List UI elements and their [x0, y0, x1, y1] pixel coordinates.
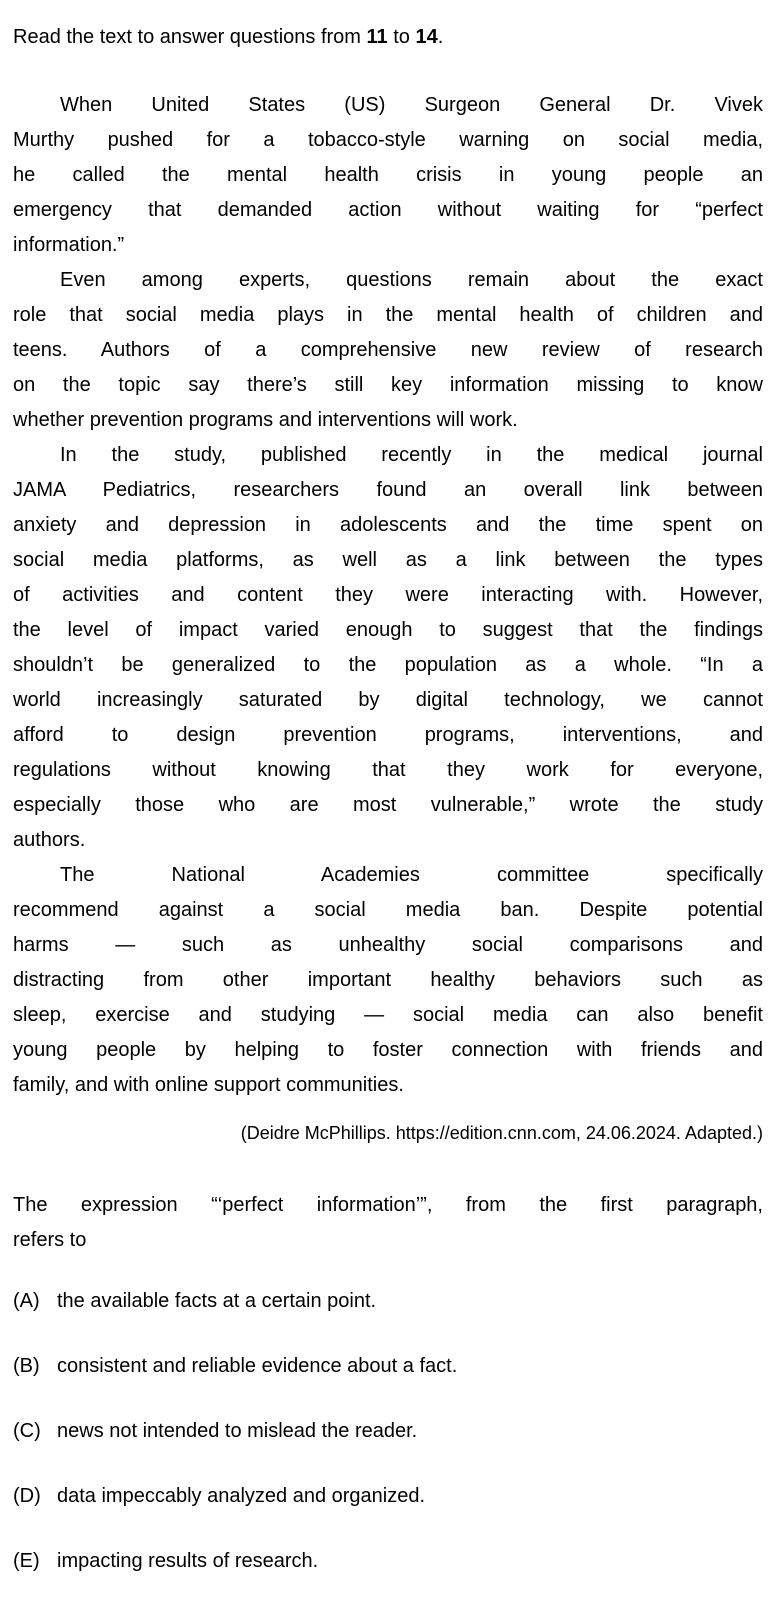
text-line: sleep, exercise and studying — social media can also benefit — [13, 1004, 763, 1026]
text-line: Murthy pushed for a tobacco-style warning on social media, — [13, 129, 763, 151]
option-b — [13, 1349, 763, 1384]
text-line: The National Academies committee specifically — [60, 864, 763, 886]
option-text: news not intended to mislead the reader. — [57, 1420, 418, 1442]
option-text: impacting results of research. — [57, 1550, 319, 1572]
answer-options — [13, 1284, 763, 1579]
text-line: JAMA Pediatrics, researchers found an overall link between — [13, 479, 763, 501]
instruction-line — [13, 20, 763, 54]
text-line: especially those who are most vulnerable,” wrote the study — [13, 794, 763, 816]
text-line: emergency that demanded action without waiting for “perfect — [13, 199, 763, 221]
text-line: on the topic say there’s still key information missing to know — [13, 374, 763, 396]
option-d — [13, 1479, 763, 1514]
question-line: refers to — [13, 1229, 87, 1251]
question-range-start: 11 — [366, 26, 388, 48]
text-line: When United States (US) Surgeon General Dr. Vivek — [60, 94, 763, 116]
option-text: data impeccably analyzed and organized. — [57, 1485, 426, 1507]
reading-text — [13, 88, 763, 1103]
text-line: afford to design prevention programs, interventions, and — [13, 724, 763, 746]
option-text: the available facts at a certain point. — [57, 1290, 377, 1312]
text-line: distracting from other important healthy behaviors such as — [13, 969, 763, 991]
question-line: The expression “‘perfect information’”, from the first paragraph, — [13, 1194, 763, 1216]
text-line: anxiety and depression in adolescents and the time spent on — [13, 514, 763, 536]
option-label: (E) — [13, 1550, 40, 1572]
text-line: teens. Authors of a comprehensive new review of research — [13, 339, 763, 361]
text-line: young people by helping to foster connection with friends and — [13, 1039, 763, 1061]
text-line: authors. — [13, 829, 86, 851]
source-citation: (Deidre McPhillips. https://edition.cnn.com, 24.06.2024. Adapted.) — [240, 1123, 763, 1143]
option-text: consistent and reliable evidence about a fact. — [57, 1355, 458, 1377]
question-stem — [13, 1188, 763, 1258]
instruction-suffix: . — [437, 26, 444, 48]
option-label: (A) — [13, 1290, 40, 1312]
text-line: information.” — [13, 234, 125, 256]
option-label: (B) — [13, 1355, 40, 1377]
option-c — [13, 1414, 763, 1449]
option-label: (C) — [13, 1420, 41, 1442]
instruction-connector: to — [387, 26, 416, 48]
text-line: family, and with online support communities. — [13, 1074, 404, 1096]
option-a — [13, 1284, 763, 1319]
instruction-prefix: Read the text to answer questions from — [13, 26, 367, 48]
text-line: shouldn’t be generalized to the population as a whole. “In a — [13, 654, 763, 676]
text-line: regulations without knowing that they work for everyone, — [13, 759, 763, 781]
question-range-end: 14 — [415, 26, 438, 48]
text-line: whether prevention programs and interventions will work. — [13, 409, 518, 431]
text-line: of activities and content they were interacting with. However, — [13, 584, 763, 606]
text-line: harms — such as unhealthy social comparisons and — [13, 934, 763, 956]
option-label: (D) — [13, 1485, 41, 1507]
option-e — [13, 1544, 763, 1579]
text-line: the level of impact varied enough to suggest that the findings — [13, 619, 763, 641]
text-line: world increasingly saturated by digital technology, we cannot — [13, 689, 763, 711]
text-line: he called the mental health crisis in young people an — [13, 164, 763, 186]
text-line: Even among experts, questions remain about the exact — [60, 269, 763, 291]
text-line: recommend against a social media ban. Despite potential — [13, 899, 763, 921]
text-line: social media platforms, as well as a link between the types — [13, 549, 763, 571]
text-line: In the study, published recently in the medical journal — [60, 444, 763, 466]
text-line: role that social media plays in the mental health of children and — [13, 304, 763, 326]
